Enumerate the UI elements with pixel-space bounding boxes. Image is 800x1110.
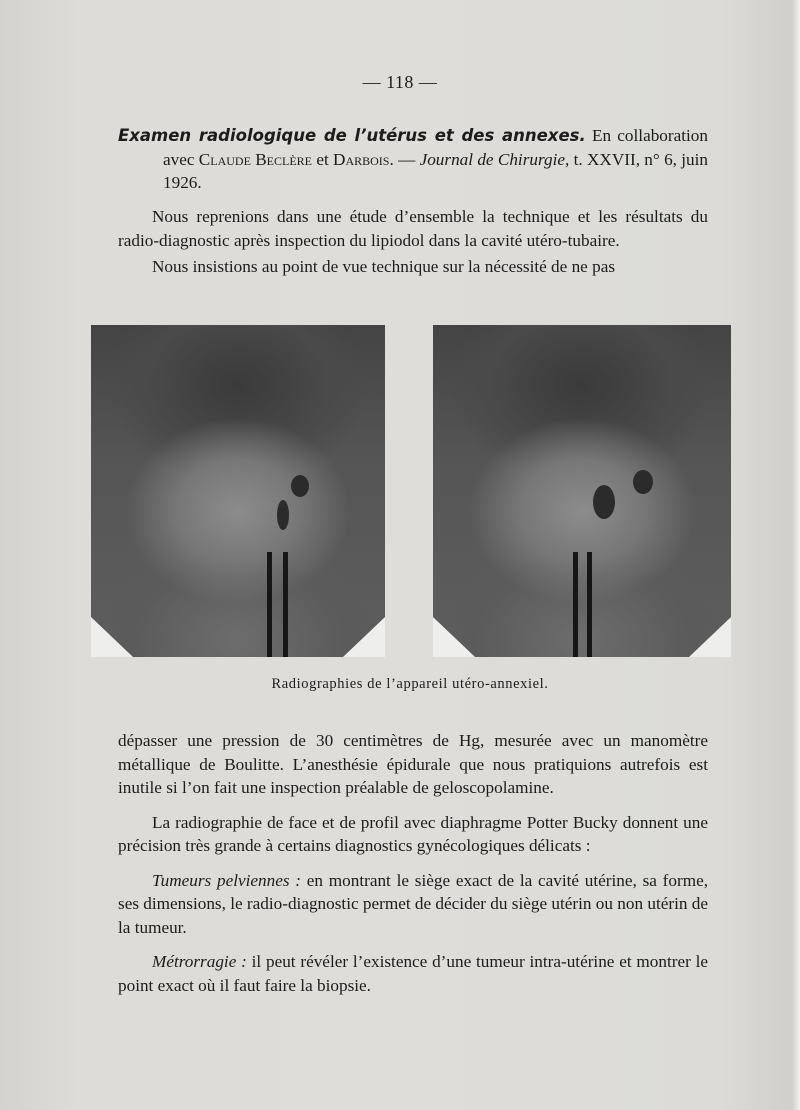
figure-caption: Radiographies de l’appareil utéro-annexiel.	[271, 676, 549, 692]
radiograph-instrument	[283, 552, 288, 657]
bibliography-sep: . —	[389, 149, 420, 169]
paragraph: Nous reprenions dans une étude d’ensemble la technique et les résultats du radio-diagnostic après inspection du lipiodol dans la cavité utéro-tubaire.	[118, 207, 708, 250]
radiograph-corner	[433, 617, 475, 657]
paragraph-text: il peut révéler l’existence d’une tumeur intra-utérine et montrer le point exact où il faut faire la biopsie.	[118, 952, 708, 995]
bibliography-title: Examen radiologique de l’utérus et des annexes.	[118, 126, 586, 145]
page-edge	[792, 0, 800, 1110]
radiograph-shadow	[277, 500, 289, 530]
bibliography-line	[118, 124, 708, 195]
bibliography-collab: En collaboration avec	[163, 126, 708, 169]
radiograph-left	[91, 325, 385, 657]
paragraph-metrorragie	[118, 950, 708, 997]
radiograph-corner	[689, 617, 731, 657]
paragraph: La radiographie de face et de profil avec diaphragme Potter Bucky donnent une précision très grande à certains diagnostics gynécologiques délicats :	[118, 812, 708, 855]
radiograph-instrument	[573, 552, 578, 657]
bibliography-conj: et	[312, 149, 334, 169]
radiograph-shadow	[291, 475, 309, 497]
paragraph: Nous insistions au point de vue technique sur la nécessité de ne pas	[152, 257, 616, 276]
paragraph-text: en montrant le siège exact de la cavité utérine, sa forme, ses dimensions, le radio-diagnostic permet de décider du siège utérin ou non utérin de la tumeur.	[118, 870, 708, 937]
radiograph-instrument	[587, 552, 592, 657]
radiograph-corner	[343, 617, 385, 657]
journal-name: Journal de Chirurgie,	[419, 149, 570, 169]
paragraph: dépasser une pression de 30 centimètres de Hg, mesurée avec un manomètre métallique de Boulitte. L’anesthésie épidurale que nous pratiquions autrefois est inutile si l’on fait une inspection préalable de geloscopolamine.	[118, 731, 708, 797]
page-number: — 118 —	[362, 72, 438, 92]
body-text	[118, 729, 708, 997]
radiograph-corner	[91, 617, 133, 657]
term-metrorragie: Métrorragie :	[152, 952, 247, 971]
term-tumeurs: Tumeurs pelviennes :	[152, 870, 302, 890]
journal-volume: t. XXVII, n° 6, juin 1926.	[163, 149, 708, 192]
paragraph-tumeurs	[118, 869, 708, 940]
author-darbois: Darbois	[333, 149, 390, 169]
intro-text	[118, 205, 708, 279]
radiograph-instrument	[267, 552, 272, 657]
radiograph-shadow	[593, 485, 615, 519]
author-beclere: Claude Beclère	[198, 149, 313, 169]
radiograph-right	[433, 325, 731, 657]
radiograph-shadow	[633, 470, 653, 494]
bibliography-entry	[118, 124, 708, 195]
